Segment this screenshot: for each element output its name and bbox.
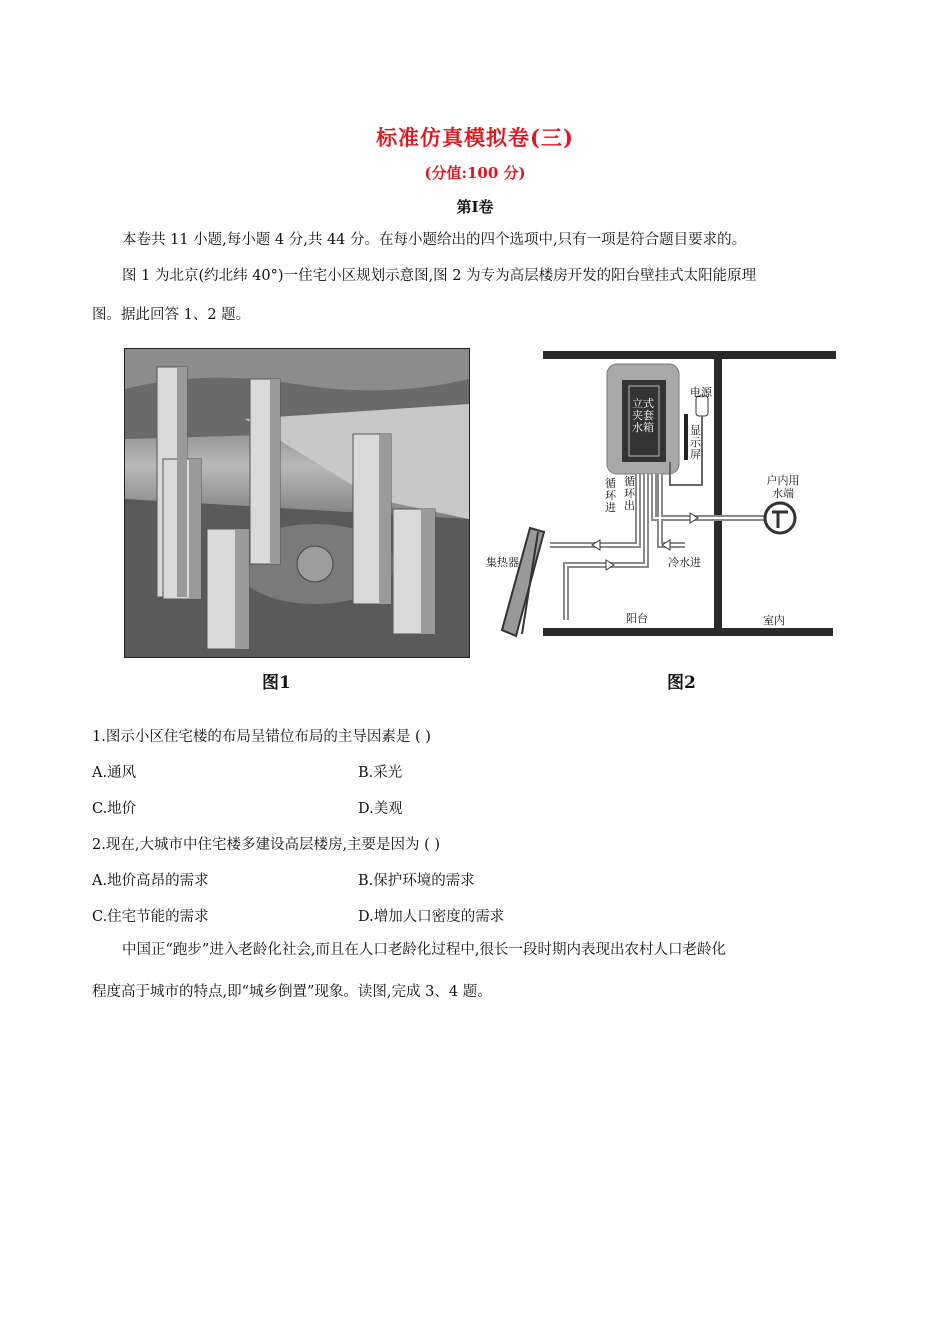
cold-in-label: 冷水进	[668, 556, 701, 569]
figure-1-caption: 图1	[262, 673, 291, 693]
question-2-option-c: C.住宅节能的需求	[92, 909, 209, 925]
question-1-option-c: C.地价	[92, 801, 137, 817]
tank-label: 立式夹套水箱	[632, 397, 654, 434]
question-1-option-a: A.通风	[92, 765, 137, 781]
passage-line-2: 程度高于城市的特点,即“城乡倒置”现象。读图,完成 3、4 题。	[92, 984, 492, 1000]
residential-buildings-illustration	[125, 349, 469, 657]
passage-line-1: 中国正“跑步”进入老龄化社会,而且在人口老龄化过程中,很长一段时期内表现出农村人口老龄化	[122, 942, 727, 958]
intro-line-1: 本卷共 11 小题,每小题 4 分,共 44 分。在每小题给出的四个选项中,只有一项是符合题目要求的。	[122, 232, 747, 248]
indoor-label: 室内	[763, 614, 785, 627]
question-2-option-a: A.地价高昂的需求	[92, 873, 209, 889]
question-1-option-d: D.美观	[358, 801, 403, 817]
figure-1-residential-photo	[124, 348, 470, 658]
cycle-out-label: 循环出	[624, 475, 635, 512]
question-1-option-b: B.采光	[358, 765, 403, 781]
question-2-stem: 2.现在,大城市中住宅楼多建设高层楼房,主要是因为 ( )	[92, 837, 441, 853]
score-note: (分值:100 分)	[424, 164, 526, 182]
indoor-water-label: 户内用水端	[766, 474, 800, 500]
question-2-option-d: D.增加人口密度的需求	[358, 909, 505, 925]
cycle-in-label: 循环进	[605, 477, 616, 514]
intro-line-2: 图 1 为北京(约北纬 40°)一住宅小区规划示意图,图 2 为专为高层楼房开发的阳台壁挂式太阳能原理	[122, 268, 757, 284]
section-heading: 第Ⅰ卷	[456, 198, 494, 216]
figure-2-solar-diagram	[480, 340, 850, 650]
question-2-option-b: B.保护环境的需求	[358, 873, 475, 889]
intro-line-3: 图。据此回答 1、2 题。	[92, 307, 251, 323]
collector-label: 集热器	[486, 556, 519, 569]
question-1-stem: 1.图示小区住宅楼的布局呈错位布局的主导因素是 ( )	[92, 729, 431, 745]
figure-2-caption: 图2	[667, 673, 696, 693]
power-label: 电源	[690, 386, 712, 399]
display-label: 显示屏	[690, 424, 701, 461]
exam-title: 标准仿真模拟卷(三)	[376, 125, 574, 150]
balcony-label: 阳台	[626, 612, 648, 625]
